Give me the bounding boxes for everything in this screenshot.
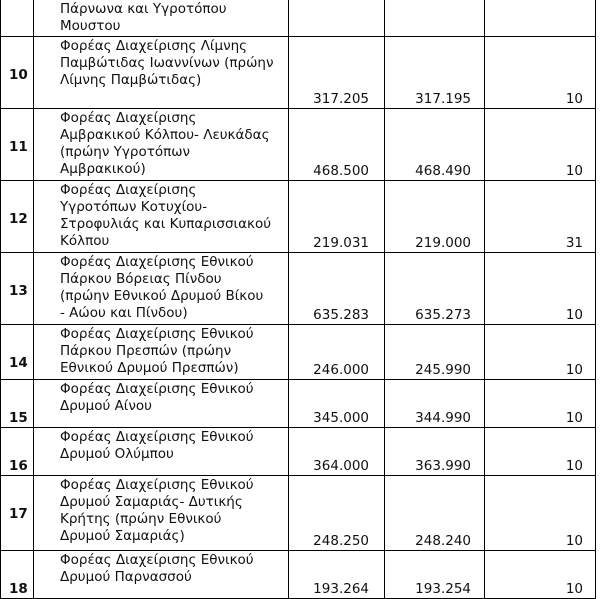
agency-name-line: Φορέας Διαχείρισης Εθνικού — [60, 254, 254, 270]
agency-name-line: Πάρκου Πρεσπών (πρώην — [60, 343, 232, 359]
difference-cell: 10 — [485, 109, 596, 181]
amount-2-cell — [385, 0, 485, 37]
difference-cell: 10 — [485, 380, 596, 428]
row-number: 12 — [1, 181, 34, 253]
amount-2-cell: 219.000 — [385, 181, 485, 253]
table-row — [1, 109, 596, 181]
table-row — [1, 253, 596, 325]
difference-cell: 10 — [485, 551, 596, 599]
amount-1-cell: 248.250 — [289, 476, 385, 551]
amount-1-cell: 219.031 — [289, 181, 385, 253]
amount-2-cell: 317.195 — [385, 37, 485, 109]
amount-1-cell: 246.000 — [289, 325, 385, 380]
table-row — [1, 380, 596, 428]
agency-name-line: Λίμνης Παμβώτιδας) — [60, 72, 202, 88]
agency-name-line: Υγροτόπων Κοτυχίου- — [60, 199, 208, 215]
agency-name-line: Φορέας Διαχείρισης Λίμνης — [60, 38, 248, 54]
amount-2-cell: 245.990 — [385, 325, 485, 380]
amount-1-cell: 193.264 — [289, 551, 385, 599]
row-number — [1, 0, 34, 37]
amount-1-cell — [289, 0, 385, 37]
agency-name-line: (πρώην Υγροτόπων — [60, 144, 191, 160]
agency-name-line: Δρυμού Αίνου — [60, 398, 152, 414]
agency-name-line: Δρυμού Παρνασσού — [60, 569, 192, 585]
difference-cell: 10 — [485, 428, 596, 476]
agency-name-cell — [34, 428, 289, 476]
agency-name-line: (πρώην Εθνικού Δρυμού Βίκου — [60, 288, 264, 304]
difference-cell — [485, 0, 596, 37]
amount-1-cell: 345.000 — [289, 380, 385, 428]
agency-name-line: Αμβρακικού Κόλπου- Λευκάδας — [60, 127, 270, 143]
agency-name-line: Στροφυλιάς και Κυπαρισσιακού — [60, 216, 272, 232]
amount-2-cell: 248.240 — [385, 476, 485, 551]
difference-cell: 10 — [485, 253, 596, 325]
difference-cell: 10 — [485, 476, 596, 551]
agency-name-line: Δρυμού Σαμαριάς- Δυτικής — [60, 494, 243, 510]
agency-name-line: - Αώου και Πίνδου) — [60, 305, 188, 321]
amount-1-cell: 317.205 — [289, 37, 385, 109]
agency-name-line: Φορέας Διαχείρισης Εθνικού — [60, 552, 254, 568]
agency-name-line: Παμβώτιδας Ιωαννίνων (πρώην — [60, 55, 274, 71]
table-row — [1, 0, 596, 37]
table-row — [1, 428, 596, 476]
agency-name-cell — [34, 380, 289, 428]
row-number: 17 — [1, 476, 34, 551]
table-body — [1, 0, 596, 599]
difference-cell: 10 — [485, 325, 596, 380]
difference-cell: 31 — [485, 181, 596, 253]
table-row — [1, 325, 596, 380]
row-number: 10 — [1, 37, 34, 109]
agency-name-line: Φορέας Διαχείρισης Εθνικού — [60, 429, 254, 445]
row-number: 18 — [1, 551, 34, 599]
agency-name-line: Φορέας Διαχείρισης — [60, 182, 197, 198]
amount-1-cell: 468.500 — [289, 109, 385, 181]
table-row — [1, 181, 596, 253]
amount-2-cell: 344.990 — [385, 380, 485, 428]
agency-name-line: Πάρνωνα και Υγροτόπου — [60, 1, 227, 17]
agency-name-cell — [34, 253, 289, 325]
agency-name-line: Πάρκου Βόρειας Πίνδου — [60, 271, 222, 287]
table-row — [1, 551, 596, 599]
row-number: 11 — [1, 109, 34, 181]
agency-name-cell — [34, 476, 289, 551]
row-number: 14 — [1, 325, 34, 380]
table-row — [1, 476, 596, 551]
agency-name-line: Κόλπου — [60, 233, 110, 249]
amount-2-cell: 363.990 — [385, 428, 485, 476]
amount-1-cell: 364.000 — [289, 428, 385, 476]
amount-2-cell: 635.273 — [385, 253, 485, 325]
agency-name-line: Φορέας Διαχείρισης — [60, 110, 197, 126]
row-number: 16 — [1, 428, 34, 476]
agency-name-line: Μουστου — [60, 18, 121, 34]
agency-name-line: Φορέας Διαχείρισης Εθνικού — [60, 381, 254, 397]
agency-name-line: Δρυμού Ολύμπου — [60, 446, 174, 462]
agency-name-line: Φορέας Διαχείρισης Εθνικού — [60, 477, 254, 493]
difference-cell: 10 — [485, 37, 596, 109]
agency-name-line: Κρήτης (πρώην Εθνικού — [60, 511, 222, 527]
agency-name-line: Φορέας Διαχείρισης Εθνικού — [60, 326, 254, 342]
agency-name-cell — [34, 0, 289, 37]
row-number: 13 — [1, 253, 34, 325]
amount-2-cell: 468.490 — [385, 109, 485, 181]
agency-name-cell — [34, 109, 289, 181]
agency-name-cell — [34, 181, 289, 253]
table-row — [1, 37, 596, 109]
agency-name-cell — [34, 325, 289, 380]
agency-name-line: Αμβρακικού) — [60, 161, 146, 177]
agency-name-cell — [34, 551, 289, 599]
agency-name-line: Εθνικού Δρυμού Πρεσπών) — [60, 360, 239, 376]
amount-1-cell: 635.283 — [289, 253, 385, 325]
amount-2-cell: 193.254 — [385, 551, 485, 599]
row-number: 15 — [1, 380, 34, 428]
agency-name-cell — [34, 37, 289, 109]
agency-name-line: Δρυμού Σαμαριάς) — [60, 528, 185, 544]
